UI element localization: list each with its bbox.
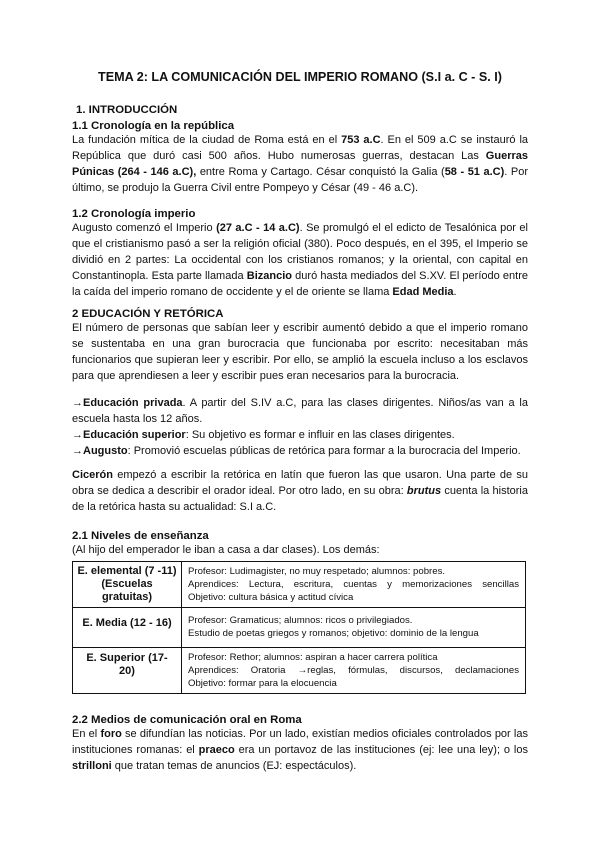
level-name: E. elemental (7 -11) (Escuelas gratuitas) [73,562,182,608]
section-2-1-intro: (Al hijo del emperador le iban a casa a dar clases). Los demás: [72,544,380,556]
section-2-heading: 2 EDUCACIÓN Y RETÓRICA [72,308,224,320]
table-row [73,648,526,694]
section-2-2-paragraph: En el foro se difundían las noticias. Por un lado, existían medios oficiales controlados por las instituciones romanas: el praeco era un portavoz de las instituciones (ej: lee una ley); o los strilloni que tratan temas de anuncios (EJ: espectáculos). [72,728,528,772]
section-1-1-paragraph: La fundación mítica de la ciudad de Roma está en el 753 a.C. En el 509 a.C se instauró la República que duró casi 500 años. Hubo numerosas guerras, destacan Las Guerras Púnicas (264 - 146 a.C), entre Roma y Cartago. César conquistó la Galia (58 - 51 a.C). Por último, se produjo la Guerra Civil entre Pompeyo y César (49 - 46 a.C). [72,134,529,194]
section-1-heading: 1. INTRODUCCIÓN [76,104,178,116]
table-row [73,608,526,648]
level-name: E. Media (12 - 16) [73,608,182,648]
section-1-1-heading: 1.1 Cronología en la república [72,120,235,132]
educacion-superior-paragraph: →Educación superior: Su objetivo es formar e influir en las clases dirigentes. [72,429,455,441]
level-description: Profesor: Ludimagister, no muy respetado; alumnos: pobres. Aprendices: Lectura, escritura, cuentas y memorizaciones sencillas Objetivo: cultura básica y actitud cívica [182,562,526,608]
level-name: E. Superior (17- 20) [73,648,182,694]
section-2-paragraph: El número de personas que sabían leer y escribir aumentó debido a que el imperio romano se sustentaba en una gran burocracia que funcionaba por escrito: necesitaban más funcionarios que supieran leer y escribir. Por ello, se amplió la escuela incluso a los esclavos para que aprendiesen a leer y escribir pues eran necesarios para la burocracia. [72,322,528,382]
levels-table [72,561,526,694]
section-2-1-heading: 2.1 Niveles de enseñanza [72,530,209,542]
educacion-privada-paragraph: →Educación privada. A partir del S.IV a.C, para las clases dirigentes. Niños/as van a la escuela hasta los 12 años. [72,397,528,425]
level-description: Profesor: Rethor; alumnos: aspiran a hacer carrera política Aprendices: Oratoria →reglas, fórmulas, discursos, declamaciones Objetivo: formar para la elocuencia [182,648,526,694]
section-1-2-paragraph: Augusto comenzó el Imperio (27 a.C - 14 a.C). Se promulgó el el edicto de Tesalónica por el que el cristianismo pasó a ser la religión oficial (380). Poco después, en el 395, el Imperio se dividió en 2 partes: La occidental con los cristianos romanos; y la oriental, con capital en Constantinopla. Esta parte llamada Bizancio duró hasta mediados del S.XV. El período entre la caída del imperio romano de occidente y el de oriente se llama Edad Media. [72,222,528,298]
arrow-icon: → [72,397,83,409]
section-2-2-heading: 2.2 Medios de comunicación oral en Roma [72,714,302,726]
page-title: TEMA 2: LA COMUNICACIÓN DEL IMPERIO ROMANO (S.I a. C - S. I) [98,70,502,84]
arrow-icon: → [72,429,83,441]
table-row [73,562,526,608]
arrow-icon: → [72,445,83,457]
section-1-2-heading: 1.2 Cronología imperio [72,208,196,220]
augusto-paragraph: →Augusto: Promovió escuelas públicas de retórica para formar a la burocracia del Imperio. [72,445,521,457]
ciceron-paragraph: Cicerón empezó a escribir la retórica en latín que fueron las que usaron. Una parte de su obra se dedica a describir el orador ideal. Por otro lado, en su obra: brutus cuenta la historia de la retórica hasta su actualidad: S.I a.C. [72,469,528,513]
level-description: Profesor: Gramaticus; alumnos: ricos o privilegiados. Estudio de poetas griegos y romanos; objetivo: dominio de la lengua [182,608,526,648]
